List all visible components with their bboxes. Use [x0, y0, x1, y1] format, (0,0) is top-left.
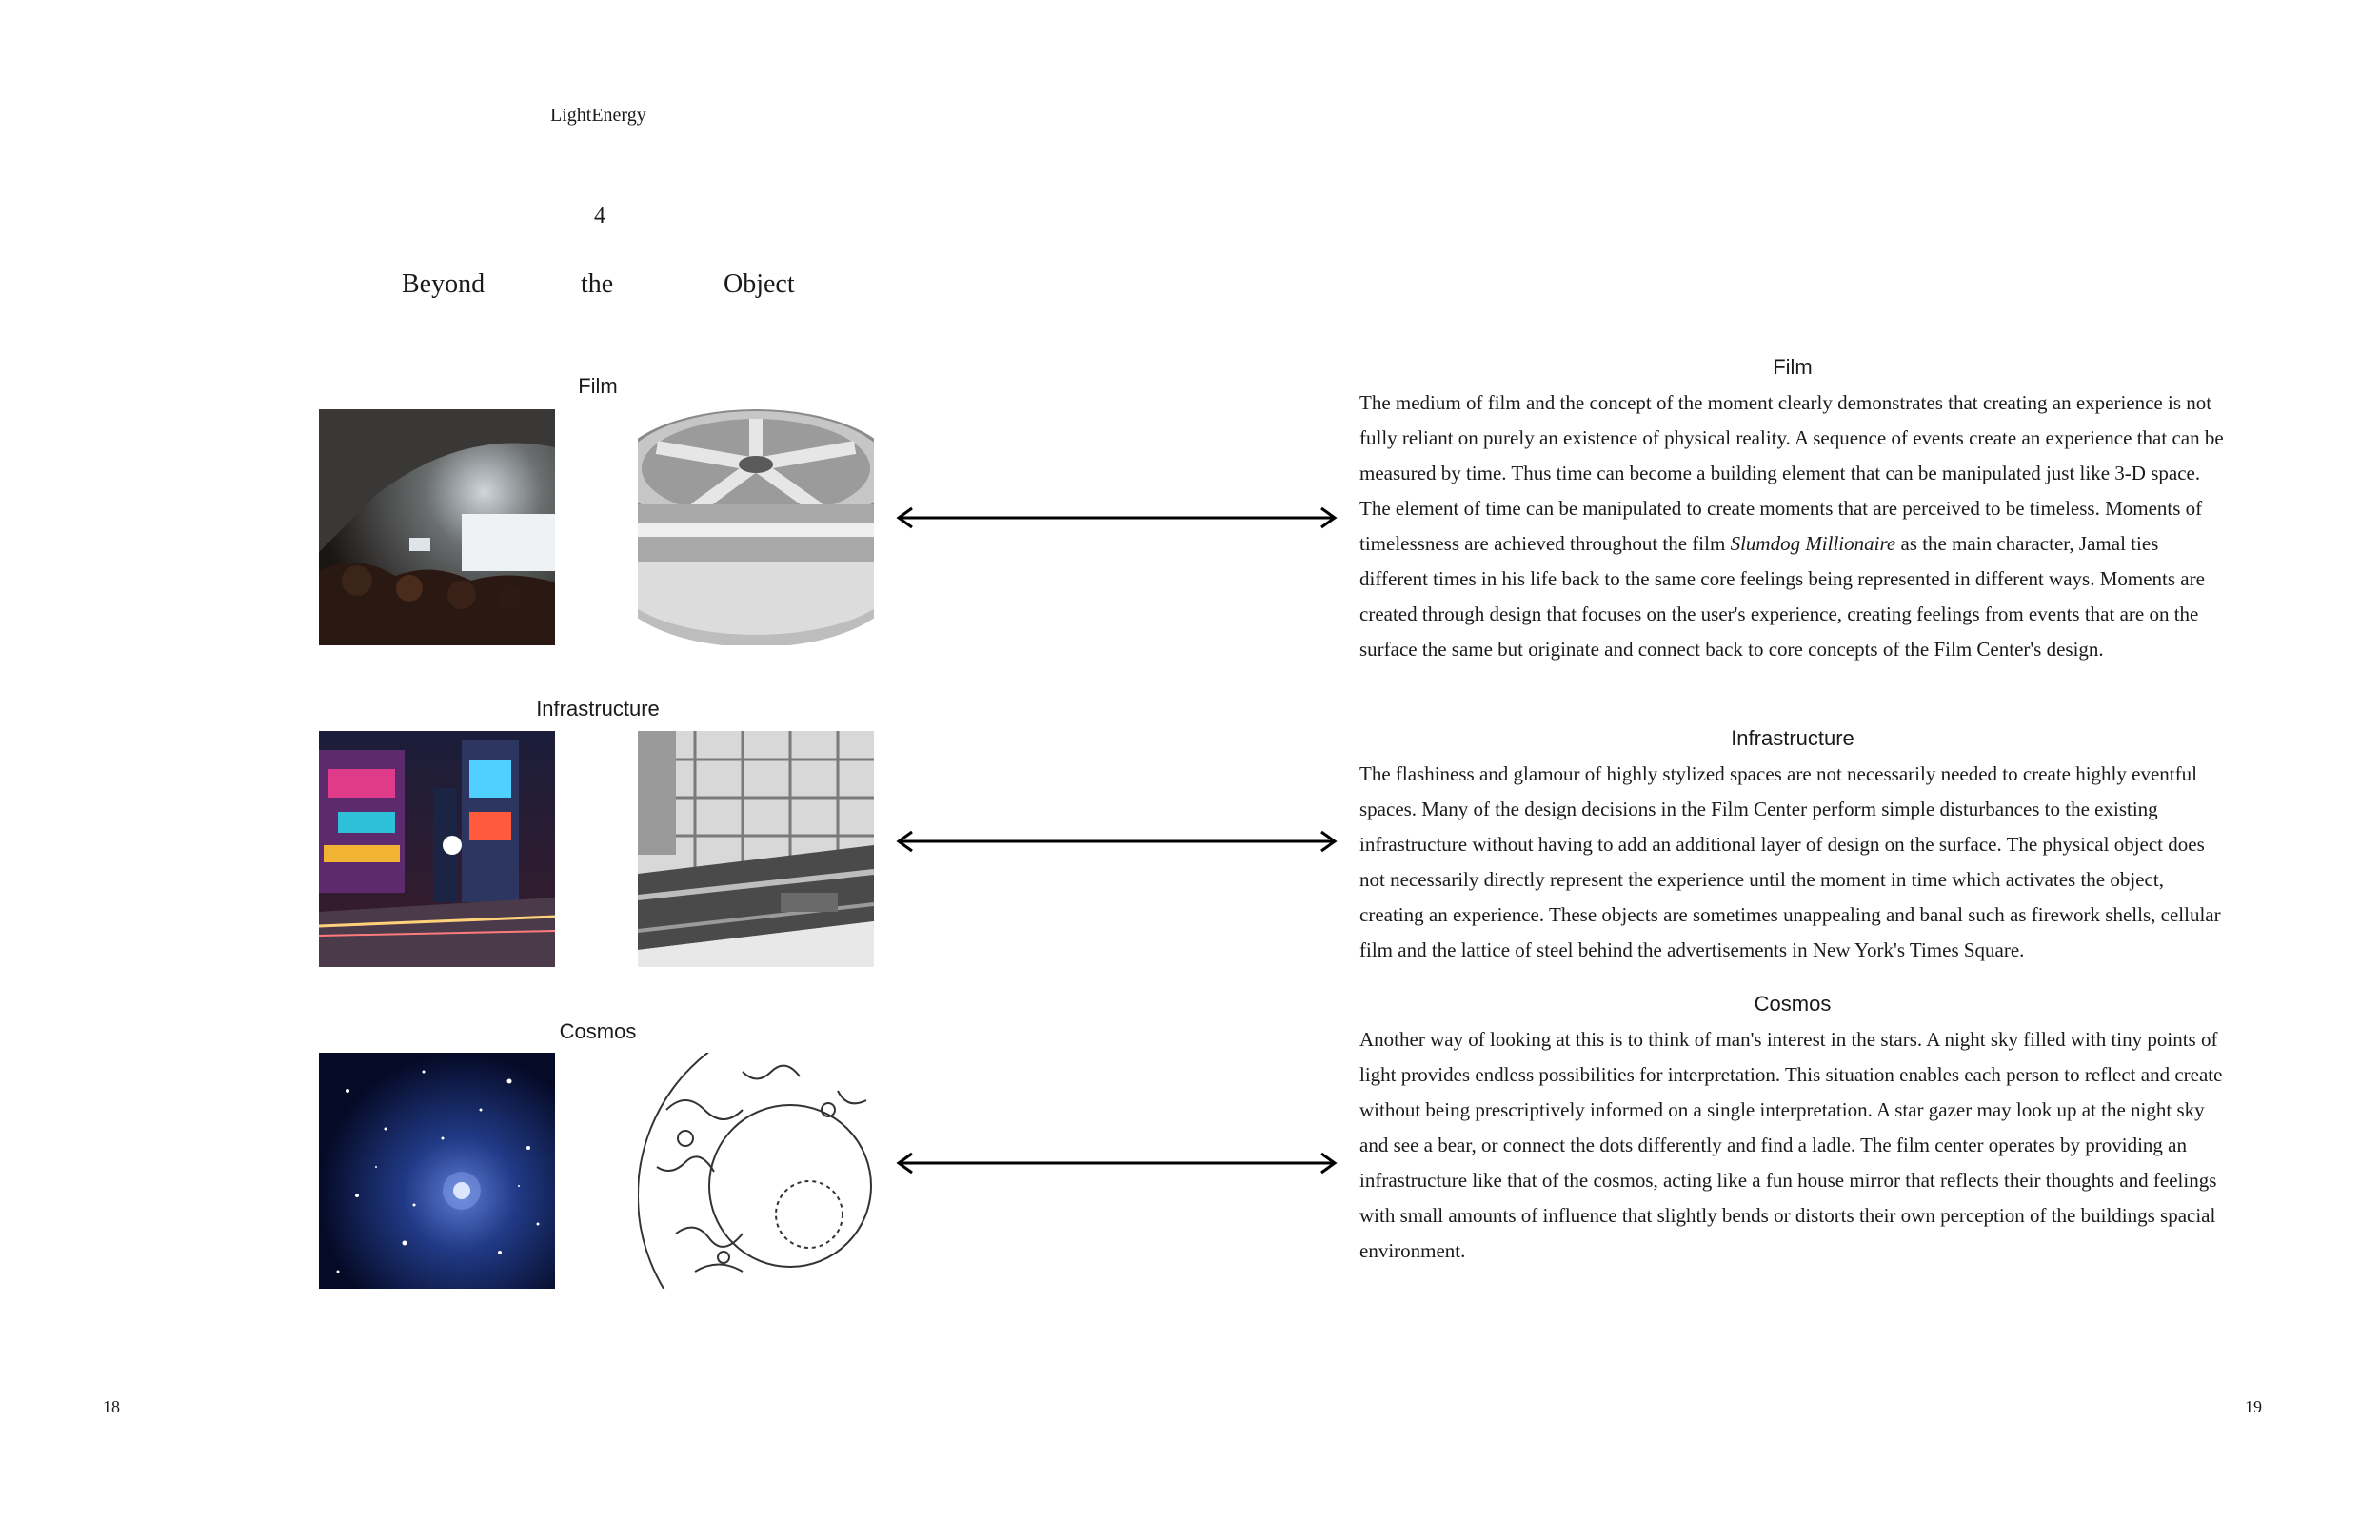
film-title-emphasis: Slumdog Millionaire — [1730, 532, 1896, 555]
film-reel-photo — [638, 409, 874, 645]
page-number-left: 18 — [103, 1397, 120, 1416]
times-square-photo — [319, 731, 555, 967]
double-arrow-film — [895, 506, 1339, 529]
section-label-cosmos: Cosmos — [559, 1019, 637, 1043]
page-number-right: 19 — [2245, 1397, 2262, 1416]
chapter-title-word-2: the — [581, 269, 614, 299]
header-brand: LightEnergy — [550, 105, 646, 126]
chapter-number: 4 — [594, 204, 605, 228]
celestial-map-drawing — [638, 1053, 874, 1289]
double-arrow-cosmos — [895, 1152, 1339, 1175]
body-heading-film: Film — [1773, 355, 1813, 379]
double-arrow-infrastructure — [895, 830, 1339, 853]
cinema-audience-photo — [319, 409, 555, 645]
body-text-infrastructure: The flashiness and glamour of highly stylized spaces are not necessarily needed to create highly eventful spaces. Many of the design decisions in the Film Center perform simple disturbances to the existing infrastructure without having to add an additional layer of design on the surface. The physical object does not necessarily directly represent the experience until the moment in time which activates the object, creating an experience. These objects are sometimes unappealing and banal such as firework shells, cellular film and the lattice of steel behind the advertisements in New York's Times Square. — [1359, 762, 2221, 961]
chapter-title-word-3: Object — [724, 269, 795, 299]
steel-scaffold-photo — [638, 731, 874, 967]
section-label-film: Film — [578, 374, 618, 398]
body-heading-infrastructure: Infrastructure — [1731, 726, 1854, 750]
body-text-cosmos: Another way of looking at this is to think of man's interest in the stars. A night sky filled with tiny points of light provides endless possibilities for interpretation. This situation enables each person to reflect and create without being prescriptively informed on a single interpretation. A star gazer may look up at the night sky and see a bear, or connect the dots differently and find a ladle. The film center operates by providing an infrastructure like that of the cosmos, acting like a fun house mirror that reflects their thoughts and feelings with small amounts of influence that slightly bends or distorts their own perception of the buildings spacial environment. — [1359, 1028, 2223, 1262]
night-sky-photo — [319, 1053, 555, 1289]
section-label-infrastructure: Infrastructure — [536, 697, 660, 721]
body-heading-cosmos: Cosmos — [1754, 992, 1832, 1016]
chapter-title-word-1: Beyond — [402, 269, 486, 299]
body-text-film: The medium of film and the concept of the moment clearly demonstrates that creating an experience is not fully reliant on purely an existence of physical reality. A sequence of events create an experience that can be measured by time. Thus time can become a building element that can be manipulated just like 3-D space. The element of time can be manipulated to create moments that are perceived to be timeless. Moments of timelessness are achieved throughout the film Slumdog Millionaire as the main character, Jamal ties different times in his life back to the same core feelings being represented in different ways. Moments are created through design that focuses on the user's experience, creating feelings from events that are on the surface the same but originate and connect back to core concepts of the Film Center's design. — [1359, 391, 2224, 661]
